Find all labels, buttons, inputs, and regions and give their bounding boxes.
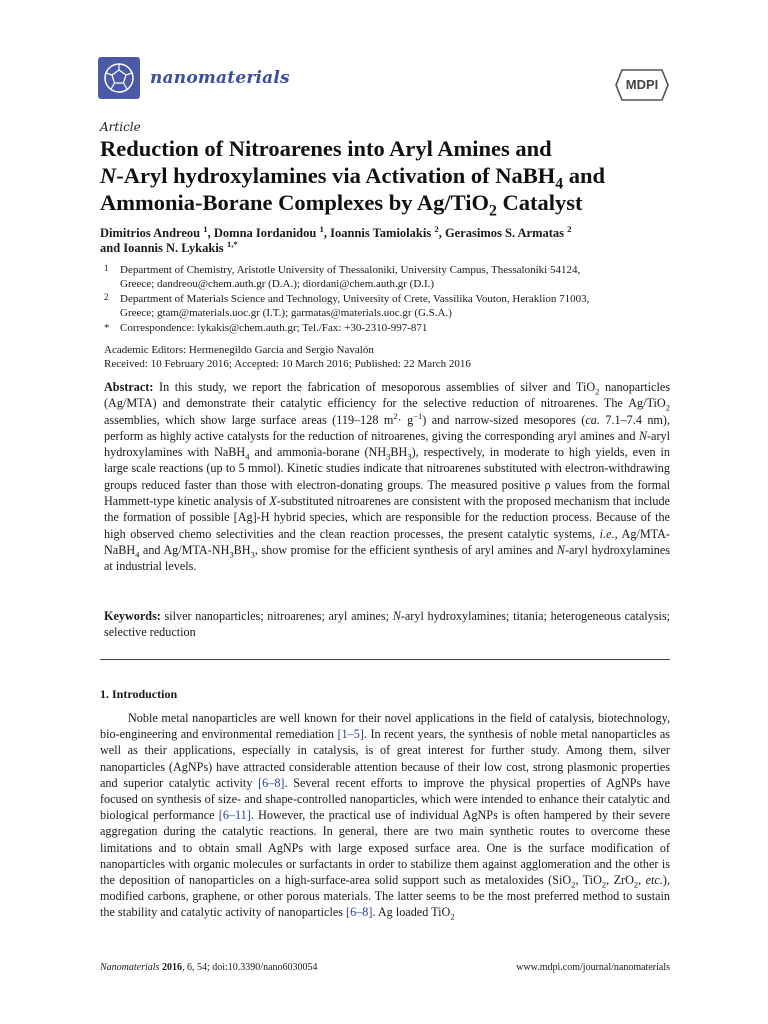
article-title [100, 135, 680, 220]
footer-citation: Nanomaterials 2016, 6, 54; doi:10.3390/nano6030054 [100, 962, 318, 973]
correspondence: * Correspondence: lykakis@chem.auth.gr; Tel./Fax: +30-2310-997-871 [104, 322, 428, 334]
publisher-logo[interactable] [614, 68, 670, 102]
title-line: N-Aryl hydroxylamines via Activation of NaBH$_4$ and [100, 163, 605, 193]
title-line: Ammonia-Borane Complexes by Ag/TiO$_2$ Catalyst [100, 190, 583, 220]
introduction-paragraph: Noble metal nanoparticles are well known for their novel applications in the field of catalysis, biotechnology, bio-engineering and environmental remediation [1–5]. In recent years, the synthesis of noble metal nanoparticles as well as their applications, especially in catalysis, is of great interest for further study. Among them, silver nanoparticles (AgNPs) have attracted considerable attention because of their low cost, strong plasmonic properties and superior catalytic activity [6–8]. Several recent efforts to improve the physical properties of AgNPs have focused on synthesis of size- and shape-controlled nanoparticles, which were intended to enhance their catalytic and biological performance [6–11]. However, the practical use of individual AgNPs is often hampered by their severe aggregation during the catalytic reactions. In general, there are two main synthetic routes to overcome these limitations and to obtain small AgNPs with large exposed surface area. One is the surface modification of nanoparticles with organic molecules or surfactants in order to stabilize them against agglomeration and the other is the deposition of nanoparticles on a high-surface-area solid support such as metaloxides (SiO$_2$, TiO$_2$, ZrO$_2$, etc.), modified carbons, graphene, or other porous materials. The latter seems to be the most preferred method to sustain the stability and catalytic activity of nanoparticles [6–8]. Ag loaded TiO$_2$ [100, 711, 671, 922]
article-type: Article [100, 120, 141, 134]
journal-name: nanomaterials [150, 68, 290, 88]
citation-link[interactable]: [6–11] [218, 808, 251, 823]
journal-url[interactable]: www.mdpi.com/journal/nanomaterials [516, 962, 670, 973]
keywords: Keywords: silver nanoparticles; nitroarenes; aryl amines; N-aryl hydroxylamines; titania; heterogeneous catalysis; selective reduction [104, 609, 670, 640]
citation-link[interactable]: [6–8] [346, 905, 373, 920]
affiliation-2: 2 Department of Materials Science and Technology, University of Crete, Vassilika Vouton, Heraklion 71003, Greece; gtam@materials.uoc.gr (I.T.); garmatas@materials.uoc.gr (G.S.A.) [104, 292, 590, 319]
publisher-name: MDPI [625, 77, 659, 92]
author-list: Dimitrios Andreou $^1$, Domna Iordanidou $^1$, Ioannis Tamiolakis $^2$, Gerasimos S. Armatas $^2$ and Ioannis N. Lykakis $^{1,*}$ [100, 223, 572, 255]
academic-editors: Academic Editors: Hermenegildo García and Sergio Navalón [104, 344, 374, 356]
fullerene-icon [98, 57, 140, 99]
publication-dates: Received: 10 February 2016; Accepted: 10 March 2016; Published: 22 March 2016 [104, 358, 471, 370]
section-heading: 1. Introduction [100, 687, 178, 701]
title-line: Reduction of Nitroarenes into Aryl Amines and [100, 136, 552, 161]
affiliation-1: 1 Department of Chemistry, Aristotle University of Thessaloniki, University Campus, Thessaloniki 54124, Greece; dandreou@chem.auth.gr (D.A.); diordani@chem.auth.gr (D.I.) [104, 263, 581, 290]
abstract: Abstract: In this study, we report the fabrication of mesoporous assemblies of silver and TiO$_2$ nanoparticles (Ag/MTA) and demonstrate their catalytic efficiency for the selective reduction of nitroarenes. The Ag/TiO$_2$ assemblies, which show large surface areas (119–128 $m^2\cdot g^{-1}$) and narrow-sized mesopores (ca. 7.1–7.4 nm), perform as highly active catalysts for the reduction of nitroarenes, giving the corresponding aryl amines and N-aryl hydroxylamines with NaBH$_4$ and ammonia-borane $(NH_3BH_3)$, respectively, in moderate to high yields, even in large scale reactions (up to 5 mmol). Kinetic studies indicate that nitroarenes substituted with electron-withdrawing groups reduced faster than those with electron-donating groups. The measured positive ρ values from the formal Hammett-type kinetic analysis of X-substituted nitroarenes are consistent with the proposed mechanism that include the formation of possible [Ag]-H hybrid species, which are responsible for the reduction process. Because of the high observed chemo selectivities and the clean reaction processes, the present catalytic systems, i.e., Ag/MTA-NaBH$_4$ and $Ag/MTA-NH_3BH_3$, show promise for the efficient synthesis of aryl amines and N-aryl hydroxylamines at industrial levels. [104, 380, 671, 574]
journal-logo[interactable] [98, 57, 290, 99]
citation-link[interactable]: [6–8] [258, 775, 285, 790]
citation-link[interactable]: [1–5] [337, 727, 364, 742]
section-divider [100, 659, 670, 660]
